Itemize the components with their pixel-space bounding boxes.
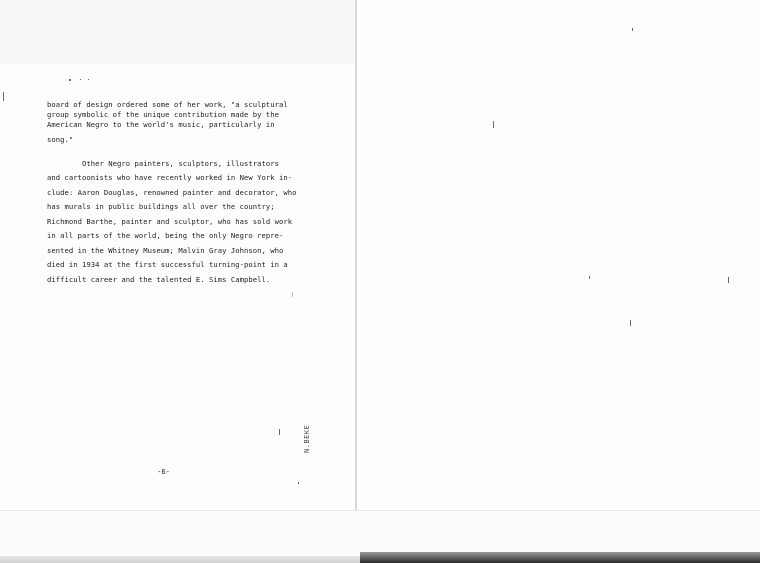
dust-speck — [728, 277, 729, 283]
dust-speck — [3, 92, 4, 101]
text-line: song." — [47, 134, 74, 144]
archive-stamp: N.BEKE — [303, 424, 311, 453]
dust-speck — [88, 79, 89, 80]
dust-speck — [298, 482, 299, 484]
text-line: has murals in public buildings all over the country; — [47, 202, 275, 211]
bottom-shadow-left — [0, 556, 360, 563]
bottom-strip — [0, 510, 760, 556]
text-line: board of design ordered some of her work, "a sculptural — [47, 100, 288, 109]
text-line: Richmond Barthe, painter and sculptor, who has sold work — [47, 216, 293, 226]
dust-speck — [630, 320, 631, 326]
dust-speck — [80, 79, 81, 80]
top-band — [0, 0, 356, 65]
page-number: -6- — [157, 467, 170, 476]
text-line: group symbolic of the unique contribution made by the — [47, 110, 279, 119]
paragraph-gap — [47, 145, 309, 159]
dust-speck — [589, 276, 590, 279]
dust-speck — [493, 121, 494, 128]
right-page — [357, 0, 760, 510]
text-line: sented in the Whitney Museum; Malvin Gray Johnson, who — [47, 245, 284, 255]
dust-speck — [69, 79, 71, 81]
text-line: and cartoonists who have recently worked in New York in- — [47, 173, 293, 182]
typed-text — [47, 100, 309, 289]
text-line: clude: Aaron Douglas, renowned painter and decorator, who — [47, 187, 297, 197]
dust-speck — [279, 429, 280, 435]
dust-speck — [632, 28, 633, 31]
text-line: American Negro to the world's music, particularly in — [47, 120, 275, 129]
bottom-shadow — [360, 552, 760, 563]
text-line: Other Negro painters, sculptors, illustrators — [47, 158, 279, 168]
dust-speck — [292, 292, 293, 297]
text-line: died in 1934 at the first successful turning-point in a — [47, 260, 288, 269]
text-line: difficult career and the talented E. Sims Campbell. — [47, 274, 271, 284]
text-line: in all parts of the world, being the only Negro repre- — [47, 231, 284, 240]
